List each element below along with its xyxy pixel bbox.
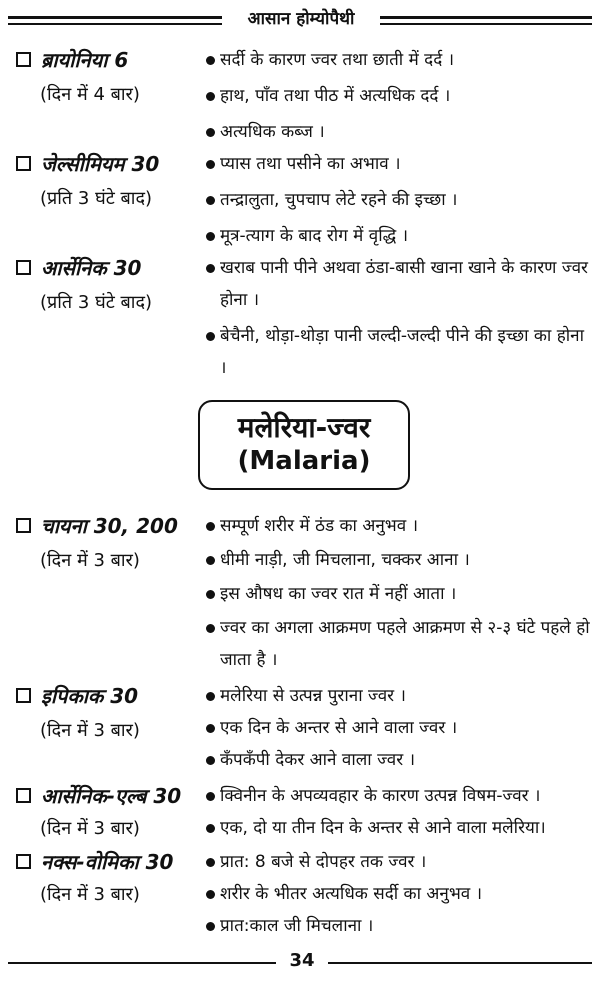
bullet-icon [206,232,215,241]
symptom-item: क्विनीन के अपव्यवहार के कारण उत्पन्न विषम-ज्वर । [220,780,592,812]
remedy-name: आर्सेनिक 30 [16,254,141,281]
header-rule-right-double [380,23,592,25]
bullet-icon [206,890,215,899]
dosage: (दिन में 3 बार) [40,818,140,839]
header-rule-left-double [8,23,222,25]
symptom-item: सम्पूर्ण शरीर में ठंड का अनुभव । [220,510,592,542]
remedy-name: आर्सेनिक-एल्ब 30 [16,782,181,809]
header-rule-right [380,16,592,19]
bullet-icon [206,724,215,733]
symptom-item: मलेरिया से उत्पन्न पुराना ज्वर । [220,680,592,712]
remedy-name: इपिकाक 30 [16,682,138,709]
page-footer [8,950,592,976]
bullet-icon [206,128,215,137]
footer-rule-left [8,962,276,964]
dosage: (प्रति 3 घंटे बाद) [40,292,153,313]
checkbox-icon [16,854,31,869]
page-number: 34 [289,950,315,971]
section-title-hindi: मलेरिया-ज्वर [237,411,371,444]
symptom-item: अत्यधिक कब्ज । [220,116,592,148]
section-title-english: (Malaria) [237,446,371,476]
bullet-icon [206,264,215,273]
symptom-item: एक, दो या तीन दिन के अन्तर से आने वाला मलेरिया। [220,812,592,844]
bullet-icon [206,160,215,169]
dosage: (दिन में 4 बार) [40,84,140,105]
checkbox-icon [16,788,31,803]
checkbox-icon [16,52,31,67]
checkbox-icon [16,156,31,171]
page-header [8,6,592,34]
symptom-item: कँपकँपी देकर आने वाला ज्वर । [220,744,592,776]
bullet-icon [206,756,215,765]
bullet-icon [206,590,215,599]
bullet-icon [206,824,215,833]
symptom-item: इस औषध का ज्वर रात में नहीं आता । [220,578,592,610]
symptom-item: प्रात:काल जी मिचलाना । [220,910,592,942]
symptom-item: धीमी नाड़ी, जी मिचलाना, चक्कर आना । [220,544,592,576]
symptom-item: तन्द्रालुता, चुपचाप लेटे रहने की इच्छा । [220,184,592,216]
symptom-item: खराब पानी पीने अथवा ठंडा-बासी खाना खाने के कारण ज्वर होना । [220,252,592,316]
section-heading-box [198,400,410,490]
symptom-item: बेचैनी, थोड़ा-थोड़ा पानी जल्दी-जल्दी पीने की इच्छा का होना । [220,320,592,384]
bullet-icon [206,196,215,205]
bullet-icon [206,922,215,931]
symptom-item: एक दिन के अन्तर से आने वाला ज्वर । [220,712,592,744]
symptom-item: प्रात: 8 बजे से दोपहर तक ज्वर । [220,846,592,878]
dosage: (दिन में 3 बार) [40,550,140,571]
bullet-icon [206,332,215,341]
symptom-item: शरीर के भीतर अत्यधिक सर्दी का अनुभव । [220,878,592,910]
bullet-icon [206,556,215,565]
bullet-icon [206,858,215,867]
checkbox-icon [16,688,31,703]
checkbox-icon [16,518,31,533]
dosage: (दिन में 3 बार) [40,884,140,905]
bullet-icon [206,56,215,65]
remedy-name: ब्रायोनिया 6 [16,46,128,73]
symptom-item: ज्वर का अगला आक्रमण पहले आक्रमण से २-३ घंटे पहले हो जाता है । [220,612,592,676]
bullet-icon [206,792,215,801]
header-rule-left [8,16,222,19]
checkbox-icon [16,260,31,275]
symptom-item: हाथ, पाँव तथा पीठ में अत्यधिक दर्द । [220,80,592,112]
remedy-name: नक्स-वोमिका 30 [16,848,173,875]
dosage: (दिन में 3 बार) [40,720,140,741]
symptom-item: प्यास तथा पसीने का अभाव । [220,148,592,180]
bullet-icon [206,692,215,701]
bullet-icon [206,522,215,531]
remedy-name: चायना 30, 200 [16,512,178,539]
symptom-item: मूत्र-त्याग के बाद रोग में वृद्धि । [220,220,592,252]
bullet-icon [206,92,215,101]
footer-rule-right [328,962,592,964]
symptom-item: सर्दी के कारण ज्वर तथा छाती में दर्द । [220,44,592,76]
book-title: आसान होम्योपैथी [247,9,355,29]
bullet-icon [206,624,215,633]
dosage: (प्रति 3 घंटे बाद) [40,188,153,209]
remedy-name: जेल्सीमियम 30 [16,150,159,177]
